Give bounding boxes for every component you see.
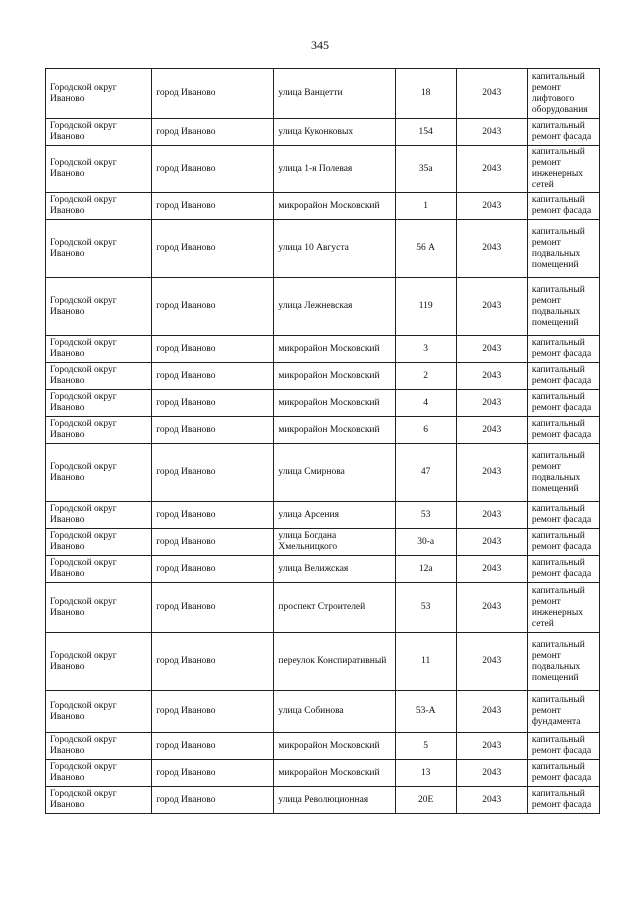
street-cell: улица Арсения: [274, 502, 395, 529]
street-cell: микрорайон Московский: [274, 390, 395, 417]
repair-schedule-table: [45, 68, 600, 814]
city-cell: город Иваново: [152, 556, 274, 583]
work-type-cell: капитальный ремонт фасада: [527, 336, 599, 363]
year-cell: 2043: [456, 119, 527, 146]
year-cell: 2043: [456, 529, 527, 556]
okrug-cell: Городской округ Иваново: [46, 417, 152, 444]
table-row: [46, 363, 600, 390]
work-type-cell: капитальный ремонт фасада: [527, 390, 599, 417]
house-number-cell: 11: [395, 633, 456, 691]
house-number-cell: 35а: [395, 146, 456, 193]
work-type-cell: капитальный ремонт фасада: [527, 787, 599, 814]
table-row: [46, 336, 600, 363]
okrug-cell: Городской округ Иваново: [46, 69, 152, 119]
city-cell: город Иваново: [152, 146, 274, 193]
house-number-cell: 4: [395, 390, 456, 417]
year-cell: 2043: [456, 444, 527, 502]
year-cell: 2043: [456, 556, 527, 583]
city-cell: город Иваново: [152, 390, 274, 417]
work-type-cell: капитальный ремонт лифтового оборудования: [527, 69, 599, 119]
year-cell: 2043: [456, 363, 527, 390]
table-row: [46, 417, 600, 444]
street-cell: улица Собинова: [274, 691, 395, 733]
okrug-cell: Городской округ Иваново: [46, 502, 152, 529]
table-row: [46, 390, 600, 417]
year-cell: 2043: [456, 417, 527, 444]
work-type-cell: капитальный ремонт фасада: [527, 119, 599, 146]
street-cell: улица Ванцетти: [274, 69, 395, 119]
house-number-cell: 2: [395, 363, 456, 390]
work-type-cell: капитальный ремонт подвальных помещений: [527, 444, 599, 502]
table-row: [46, 220, 600, 278]
city-cell: город Иваново: [152, 760, 274, 787]
city-cell: город Иваново: [152, 336, 274, 363]
house-number-cell: 53: [395, 502, 456, 529]
year-cell: 2043: [456, 502, 527, 529]
table-row: [46, 193, 600, 220]
work-type-cell: капитальный ремонт подвальных помещений: [527, 278, 599, 336]
table-row: [46, 278, 600, 336]
city-cell: город Иваново: [152, 119, 274, 146]
table-row: [46, 119, 600, 146]
year-cell: 2043: [456, 691, 527, 733]
year-cell: 2043: [456, 633, 527, 691]
okrug-cell: Городской округ Иваново: [46, 363, 152, 390]
street-cell: микрорайон Московский: [274, 733, 395, 760]
street-cell: микрорайон Московский: [274, 760, 395, 787]
work-type-cell: капитальный ремонт подвальных помещений: [527, 633, 599, 691]
okrug-cell: Городской округ Иваново: [46, 220, 152, 278]
house-number-cell: 47: [395, 444, 456, 502]
year-cell: 2043: [456, 583, 527, 633]
house-number-cell: 1: [395, 193, 456, 220]
street-cell: переулок Конспиративный: [274, 633, 395, 691]
work-type-cell: капитальный ремонт фасада: [527, 529, 599, 556]
city-cell: город Иваново: [152, 529, 274, 556]
house-number-cell: 154: [395, 119, 456, 146]
table-row: [46, 444, 600, 502]
house-number-cell: 53-А: [395, 691, 456, 733]
work-type-cell: капитальный ремонт инженерных сетей: [527, 146, 599, 193]
year-cell: 2043: [456, 193, 527, 220]
okrug-cell: Городской округ Иваново: [46, 278, 152, 336]
street-cell: улица Богдана Хмельницкого: [274, 529, 395, 556]
street-cell: улица Лежневская: [274, 278, 395, 336]
street-cell: улица 10 Августа: [274, 220, 395, 278]
table-row: [46, 146, 600, 193]
okrug-cell: Городской округ Иваново: [46, 336, 152, 363]
okrug-cell: Городской округ Иваново: [46, 691, 152, 733]
year-cell: 2043: [456, 336, 527, 363]
okrug-cell: Городской округ Иваново: [46, 390, 152, 417]
year-cell: 2043: [456, 787, 527, 814]
house-number-cell: 3: [395, 336, 456, 363]
street-cell: микрорайон Московский: [274, 336, 395, 363]
work-type-cell: капитальный ремонт инженерных сетей: [527, 583, 599, 633]
work-type-cell: капитальный ремонт фасада: [527, 417, 599, 444]
year-cell: 2043: [456, 390, 527, 417]
street-cell: проспект Строителей: [274, 583, 395, 633]
okrug-cell: Городской округ Иваново: [46, 529, 152, 556]
table-row: [46, 787, 600, 814]
page-number: 345: [311, 38, 329, 52]
okrug-cell: Городской округ Иваново: [46, 444, 152, 502]
city-cell: город Иваново: [152, 220, 274, 278]
city-cell: город Иваново: [152, 69, 274, 119]
year-cell: 2043: [456, 760, 527, 787]
house-number-cell: 5: [395, 733, 456, 760]
table-body: [46, 69, 600, 814]
okrug-cell: Городской округ Иваново: [46, 733, 152, 760]
city-cell: город Иваново: [152, 363, 274, 390]
okrug-cell: Городской округ Иваново: [46, 787, 152, 814]
work-type-cell: капитальный ремонт фасада: [527, 193, 599, 220]
table-row: [46, 556, 600, 583]
okrug-cell: Городской округ Иваново: [46, 193, 152, 220]
house-number-cell: 56 А: [395, 220, 456, 278]
table-row: [46, 502, 600, 529]
table-row: [46, 760, 600, 787]
year-cell: 2043: [456, 146, 527, 193]
okrug-cell: Городской округ Иваново: [46, 760, 152, 787]
work-type-cell: капитальный ремонт фасада: [527, 760, 599, 787]
house-number-cell: 53: [395, 583, 456, 633]
work-type-cell: капитальный ремонт фасада: [527, 502, 599, 529]
street-cell: микрорайон Московский: [274, 417, 395, 444]
street-cell: улица Куконковых: [274, 119, 395, 146]
table-row: [46, 529, 600, 556]
okrug-cell: Городской округ Иваново: [46, 633, 152, 691]
house-number-cell: 13: [395, 760, 456, 787]
work-type-cell: капитальный ремонт подвальных помещений: [527, 220, 599, 278]
work-type-cell: капитальный ремонт фундамента: [527, 691, 599, 733]
year-cell: 2043: [456, 220, 527, 278]
okrug-cell: Городской округ Иваново: [46, 119, 152, 146]
house-number-cell: 6: [395, 417, 456, 444]
table-row: [46, 633, 600, 691]
street-cell: микрорайон Московский: [274, 193, 395, 220]
city-cell: город Иваново: [152, 787, 274, 814]
street-cell: улица Смирнова: [274, 444, 395, 502]
city-cell: город Иваново: [152, 633, 274, 691]
city-cell: город Иваново: [152, 691, 274, 733]
table-row: [46, 69, 600, 119]
city-cell: город Иваново: [152, 278, 274, 336]
street-cell: улица 1-я Полевая: [274, 146, 395, 193]
house-number-cell: 18: [395, 69, 456, 119]
table-row: [46, 733, 600, 760]
street-cell: микрорайон Московский: [274, 363, 395, 390]
city-cell: город Иваново: [152, 583, 274, 633]
street-cell: улица Велижская: [274, 556, 395, 583]
table-row: [46, 583, 600, 633]
house-number-cell: 30-а: [395, 529, 456, 556]
okrug-cell: Городской округ Иваново: [46, 146, 152, 193]
house-number-cell: 20Е: [395, 787, 456, 814]
street-cell: улица Революционная: [274, 787, 395, 814]
okrug-cell: Городской округ Иваново: [46, 583, 152, 633]
table-row: [46, 691, 600, 733]
city-cell: город Иваново: [152, 733, 274, 760]
city-cell: город Иваново: [152, 193, 274, 220]
okrug-cell: Городской округ Иваново: [46, 556, 152, 583]
house-number-cell: 119: [395, 278, 456, 336]
year-cell: 2043: [456, 733, 527, 760]
work-type-cell: капитальный ремонт фасада: [527, 363, 599, 390]
work-type-cell: капитальный ремонт фасада: [527, 733, 599, 760]
work-type-cell: капитальный ремонт фасада: [527, 556, 599, 583]
house-number-cell: 12а: [395, 556, 456, 583]
city-cell: город Иваново: [152, 444, 274, 502]
year-cell: 2043: [456, 69, 527, 119]
city-cell: город Иваново: [152, 417, 274, 444]
year-cell: 2043: [456, 278, 527, 336]
city-cell: город Иваново: [152, 502, 274, 529]
